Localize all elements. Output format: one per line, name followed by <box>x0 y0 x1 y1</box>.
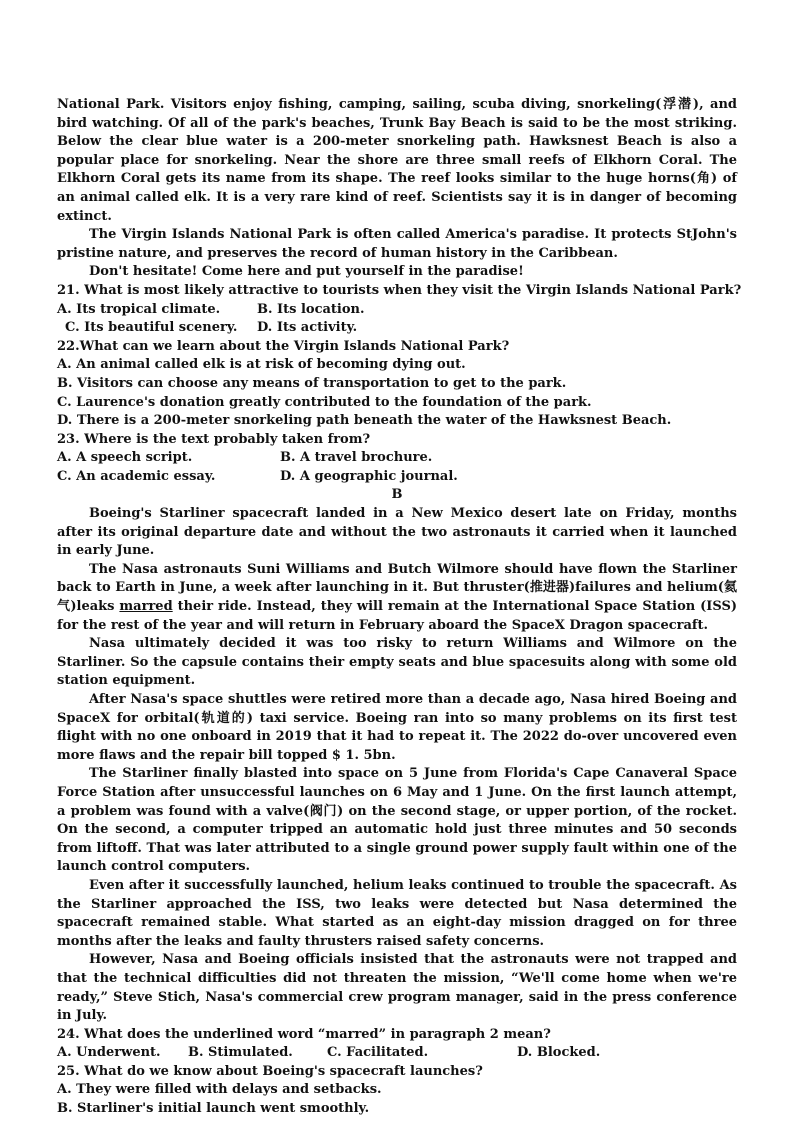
question-22-option-a: A. An animal called elk is at risk of becoming dying out. <box>57 357 466 373</box>
question-24-option-c: C. Facilitated. <box>327 1045 429 1061</box>
question-23-option-c: C. An academic essay. <box>57 468 216 484</box>
passage-a-paragraph-3: Don't hesitate! Come here and put yourself in the paradise! <box>89 264 524 280</box>
question-22-stem: 22.What can we learn about the Virgin Islands National Park? <box>57 338 510 354</box>
question-23-option-a: A. A speech script. <box>57 450 193 466</box>
underlined-word-marred: marred <box>119 599 173 615</box>
passage-a-paragraph-1: National Park. Visitors enjoy fishing, camping, sailing, scuba diving, snorkeling(浮潜), and bird watching. Of all of the park's beaches, Trunk Bay Beach is said to be the most striking. Below the clear blue water is a 200-meter snorkeling path. Hawksnest Beach is also a popular place for snorkeling. Near the shore are three small reefs of Elkhorn Coral. The Elkhorn Coral gets its name from its shape. The reef looks similar to the huge horns(角) of an animal called elk. It is a very rare kind of reef. Scientists say it is in danger of becoming extinct. <box>57 97 737 224</box>
passage-b-paragraph-5: The Starliner finally blasted into space on 5 June from Florida's Cape Canaveral Space Force Station after unsuccessful launches on 6 May and 1 June. On the first launch attempt, a problem was found with a valve(阀门) on the second stage, or upper portion, of the rocket. On the second, a computer tripped an automatic hold just three minutes and 50 seconds from liftoff. That was later attributed to a single ground power supply fault within one of the launch control computers. <box>57 766 737 875</box>
question-22-option-d: D. There is a 200-meter snorkeling path beneath the water of the Hawksnest Beach. <box>57 413 672 429</box>
question-24-option-b: B. Stimulated. <box>188 1045 293 1061</box>
question-24-option-a: A. Underwent. <box>57 1045 161 1061</box>
question-22-option-b: B. Visitors can choose any means of transportation to get to the park. <box>57 375 567 391</box>
passage-b-paragraph-6: Even after it successfully launched, helium leaks continued to trouble the spacecraft. As the Starliner approached the ISS, two leaks were detected but Nasa determined the spacecraft remained stable. What started as an eight-day mission dragged on for three months after the leaks and faulty thrusters raised safety concerns. <box>57 877 737 949</box>
question-23 <box>57 431 737 487</box>
question-21 <box>57 282 742 338</box>
question-24 <box>57 1026 737 1063</box>
passage-b-paragraph-3: Nasa ultimately decided it was too risky to return Williams and Wilmore on the Starliner. So the capsule contains their empty seats and blue spacesuits along with some old station equipment. <box>57 636 737 689</box>
question-21-options-row-2 <box>57 319 737 338</box>
question-24-options-row <box>57 1044 737 1063</box>
passage-b-paragraph-2-start: The Nasa astronauts Suni Williams and Butch Wilmore should have flown the Starliner back to Earth in June, a week after launching in it. But thruster(推进器)failures and helium(氦气)leaks <box>57 561 737 615</box>
question-23-stem: 23. Where is the text probably taken from? <box>57 431 371 447</box>
question-21-option-a: A. Its tropical climate. <box>57 301 221 317</box>
passage-b-paragraph-2-end: their ride. Instead, they will remain at the International Space Station (ISS) for the rest of the year and will return in February aboard the SpaceX Dragon spacecraft. <box>57 599 737 633</box>
question-21-options-row-1 <box>57 301 737 320</box>
question-24-option-d: D. Blocked. <box>517 1045 601 1061</box>
question-25-option-a: A. They were filled with delays and setbacks. <box>57 1082 382 1098</box>
question-22-option-c: C. Laurence's donation greatly contributed to the foundation of the park. <box>57 394 592 410</box>
question-21-stem: 21. What is most likely attractive to tourists when they visit the Virgin Islands National Park? <box>57 282 742 298</box>
question-23-option-d: D. A geographic journal. <box>280 468 458 484</box>
passage-a-paragraph-2: The Virgin Islands National Park is often called America's paradise. It protects StJohn's pristine nature, and preserves the record of human history in the Caribbean. <box>57 227 737 261</box>
question-25 <box>57 1063 737 1119</box>
question-22 <box>57 338 737 431</box>
exam-page <box>57 96 742 1119</box>
passage-b-paragraph-1: Boeing's Starliner spacecraft landed in a New Mexico desert late on Friday, months after its original departure date and without the two astronauts it carried when it launched in early June. <box>57 506 737 559</box>
passage-b-paragraph-4: After Nasa's space shuttles were retired more than a decade ago, Nasa hired Boeing and SpaceX for orbital(轨道的) taxi service. Boeing ran into so many problems on its first test flight with no one onboard in 2019 that it had to repeat it. The 2022 do-over uncovered even more flaws and the repair bill topped $ 1. 5bn. <box>57 692 737 763</box>
question-25-stem: 25. What do we know about Boeing's spacecraft launches? <box>57 1063 483 1079</box>
question-21-option-b: B. Its location. <box>257 301 365 317</box>
question-21-option-c: C. Its beautiful scenery. <box>65 320 238 336</box>
question-25-option-b: B. Starliner's initial launch went smoothly. <box>57 1101 370 1117</box>
question-24-stem: 24. What does the underlined word “marred” in paragraph 2 mean? <box>57 1026 551 1042</box>
question-23-option-b: B. A travel brochure. <box>280 450 433 466</box>
section-b-heading: B <box>391 487 403 503</box>
question-23-options-row-1 <box>57 449 737 468</box>
passage-b-paragraph-2 <box>57 561 737 635</box>
question-23-options-row-2 <box>57 468 737 487</box>
question-21-option-d: D. Its activity. <box>257 320 358 336</box>
passage-b-paragraph-7: However, Nasa and Boeing officials insisted that the astronauts were not trapped and that the technical difficulties did not threaten the mission, “We'll come home when we're ready,” Steve Stich, Nasa's commercial crew program manager, said in the press conference in July. <box>57 952 737 1024</box>
